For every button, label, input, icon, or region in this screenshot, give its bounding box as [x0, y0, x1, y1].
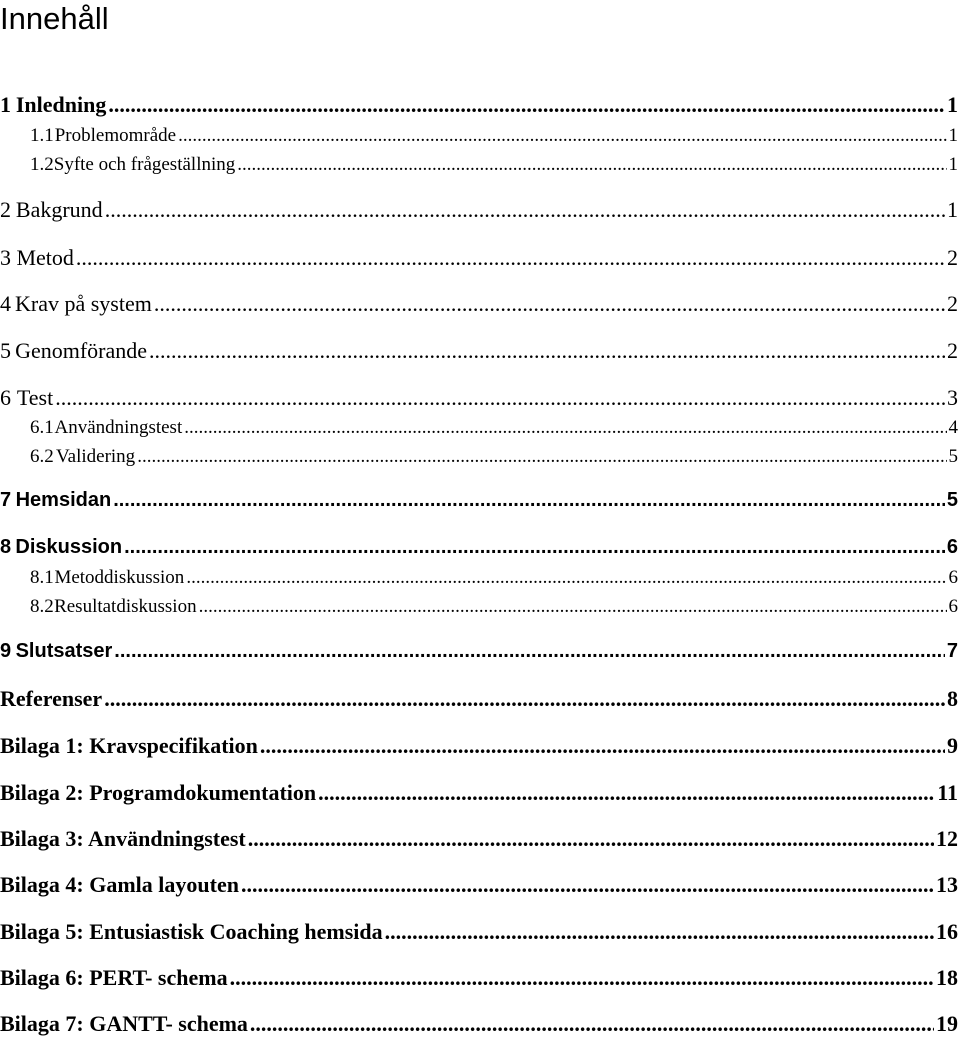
- toc-entry-label: Användningstest: [54, 417, 183, 438]
- toc-entry-page: 19: [936, 1011, 958, 1036]
- toc-entry-label: Bakgrund: [15, 197, 103, 222]
- toc-entry-bilaga-2[interactable]: [0, 780, 958, 806]
- toc-entry-bilaga-5[interactable]: [0, 919, 958, 945]
- toc-entry-metod[interactable]: [0, 245, 958, 271]
- toc-entry-page: 16: [936, 919, 958, 944]
- toc-entry-page: 1: [948, 154, 958, 175]
- toc-leader-dots: [154, 291, 945, 317]
- toc-entry-anvandningstest[interactable]: [0, 417, 958, 439]
- toc-entry-page: 4: [948, 417, 958, 438]
- toc-entry-label: Hemsidan: [15, 489, 112, 511]
- toc-leader-dots: [260, 733, 945, 759]
- toc-entry-number: 2: [0, 197, 11, 222]
- toc-entry-page: 7: [946, 640, 958, 662]
- toc-leader-dots: [104, 686, 945, 712]
- toc-entry-number: 9: [0, 640, 12, 662]
- toc-entry-metoddiskussion[interactable]: [0, 567, 958, 589]
- toc-entry-label: Inledning: [15, 92, 107, 117]
- toc-entry-label: Test: [16, 385, 54, 410]
- toc-entry-label: Bilaga 1: Kravspecifikation: [0, 733, 258, 758]
- toc-entry-page: 6: [948, 567, 958, 588]
- toc-entry-diskussion[interactable]: [0, 536, 958, 559]
- toc-entry-bilaga-6[interactable]: [0, 965, 958, 991]
- toc-entry-krav[interactable]: [0, 291, 958, 317]
- toc-entry-number: 1: [0, 92, 11, 117]
- toc-entry-number: 5: [0, 338, 11, 363]
- toc-entry-label: Metod: [16, 245, 74, 270]
- toc-leader-dots: [184, 417, 946, 439]
- toc-entry-label: Resultatdiskussion: [54, 596, 197, 617]
- toc-entry-page: 11: [937, 780, 958, 805]
- toc-leader-dots: [105, 197, 945, 223]
- toc-entry-test[interactable]: [0, 385, 958, 411]
- toc-entry-page: 1: [948, 125, 958, 146]
- toc-entry-label: Referenser: [0, 686, 103, 711]
- toc-entry-page: 12: [936, 826, 958, 851]
- toc-leader-dots: [76, 245, 945, 271]
- toc-entry-label: Slutsatser: [15, 640, 113, 662]
- toc-leader-dots: [230, 965, 934, 991]
- toc-entry-problemomrade[interactable]: [0, 125, 958, 147]
- toc-leader-dots: [250, 1011, 934, 1037]
- toc-entry-page: 5: [946, 489, 958, 511]
- toc-leader-dots: [124, 536, 945, 559]
- toc-entry-syfte[interactable]: [0, 154, 958, 176]
- toc-leader-dots: [137, 446, 946, 468]
- toc-entry-page: 13: [936, 872, 958, 897]
- toc-entry-number: 1.2: [30, 154, 54, 175]
- toc-entry-inledning[interactable]: [0, 92, 958, 118]
- toc-entry-number: 7: [0, 489, 12, 511]
- toc-leader-dots: [199, 596, 947, 618]
- toc-leader-dots: [113, 489, 945, 512]
- toc-entry-label: Metoddiskussion: [54, 567, 185, 588]
- toc-leader-dots: [114, 640, 945, 663]
- toc-leader-dots: [178, 125, 946, 147]
- toc-entry-label: Syfte och frågeställning: [53, 154, 236, 175]
- toc-entry-bakgrund[interactable]: [0, 197, 958, 223]
- toc-entry-number: 6.1: [30, 417, 54, 438]
- toc-entry-number: 6.2: [30, 446, 54, 467]
- toc-entry-page: 9: [947, 733, 958, 758]
- toc-entry-label: Krav på system: [14, 291, 152, 316]
- toc-entry-slutsatser[interactable]: [0, 640, 958, 663]
- toc-entry-number: 4: [0, 291, 11, 316]
- toc-entry-page: 3: [947, 385, 958, 410]
- toc-entry-number: 8.1: [30, 567, 54, 588]
- toc-entry-number: 8: [0, 536, 12, 558]
- toc-entry-bilaga-4[interactable]: [0, 872, 958, 898]
- toc-entry-page: 8: [947, 686, 958, 711]
- toc-leader-dots: [318, 780, 935, 806]
- toc-entry-number: 6: [0, 385, 11, 410]
- toc-entry-label: Bilaga 2: Programdokumentation: [0, 780, 317, 805]
- toc-leader-dots: [248, 826, 934, 852]
- toc-entry-label: Bilaga 7: GANTT- schema: [0, 1011, 248, 1036]
- toc-entry-label: Bilaga 6: PERT- schema: [0, 965, 228, 990]
- toc-entry-page: 2: [947, 245, 958, 270]
- toc-entry-label: Bilaga 4: Gamla layouten: [0, 872, 239, 897]
- toc-entry-label: Bilaga 3: Användningstest: [0, 826, 246, 851]
- page-title: Innehåll: [0, 1, 109, 36]
- toc-leader-dots: [55, 385, 945, 411]
- toc-entry-referenser[interactable]: [0, 686, 958, 712]
- toc-entry-hemsidan[interactable]: [0, 489, 958, 512]
- toc-entry-bilaga-1[interactable]: [0, 733, 958, 759]
- toc-entry-number: 1.1: [30, 125, 54, 146]
- toc-entry-bilaga-3[interactable]: [0, 826, 958, 852]
- toc-entry-validering[interactable]: [0, 446, 958, 468]
- toc-leader-dots: [186, 567, 946, 589]
- toc-entry-label: Diskussion: [15, 536, 123, 558]
- toc-entry-label: Genomförande: [15, 338, 148, 363]
- toc-entry-number: 8.2: [30, 596, 54, 617]
- toc-entry-page: 2: [947, 291, 958, 316]
- toc-entry-resultatdiskussion[interactable]: [0, 596, 958, 618]
- toc-leader-dots: [241, 872, 934, 898]
- toc-entry-page: 5: [948, 446, 958, 467]
- toc-entry-page: 1: [947, 197, 958, 222]
- toc-leader-dots: [149, 338, 945, 364]
- toc-leader-dots: [237, 154, 946, 176]
- toc-leader-dots: [108, 92, 945, 118]
- toc-entry-label: Validering: [56, 446, 136, 467]
- toc-entry-page: 6: [948, 596, 958, 617]
- toc-entry-label: Bilaga 5: Entusiastisk Coaching hemsida: [0, 919, 383, 944]
- toc-entry-page: 2: [947, 338, 958, 363]
- toc-entry-bilaga-7[interactable]: [0, 1011, 958, 1037]
- toc-entry-label: Problemområde: [54, 125, 177, 146]
- toc-entry-genomforande[interactable]: [0, 338, 958, 364]
- toc-entry-page: 18: [936, 965, 958, 990]
- toc-entry-number: 3: [0, 245, 11, 270]
- toc-entry-page: 6: [946, 536, 958, 558]
- toc-leader-dots: [385, 919, 934, 945]
- toc-entry-page: 1: [947, 92, 958, 117]
